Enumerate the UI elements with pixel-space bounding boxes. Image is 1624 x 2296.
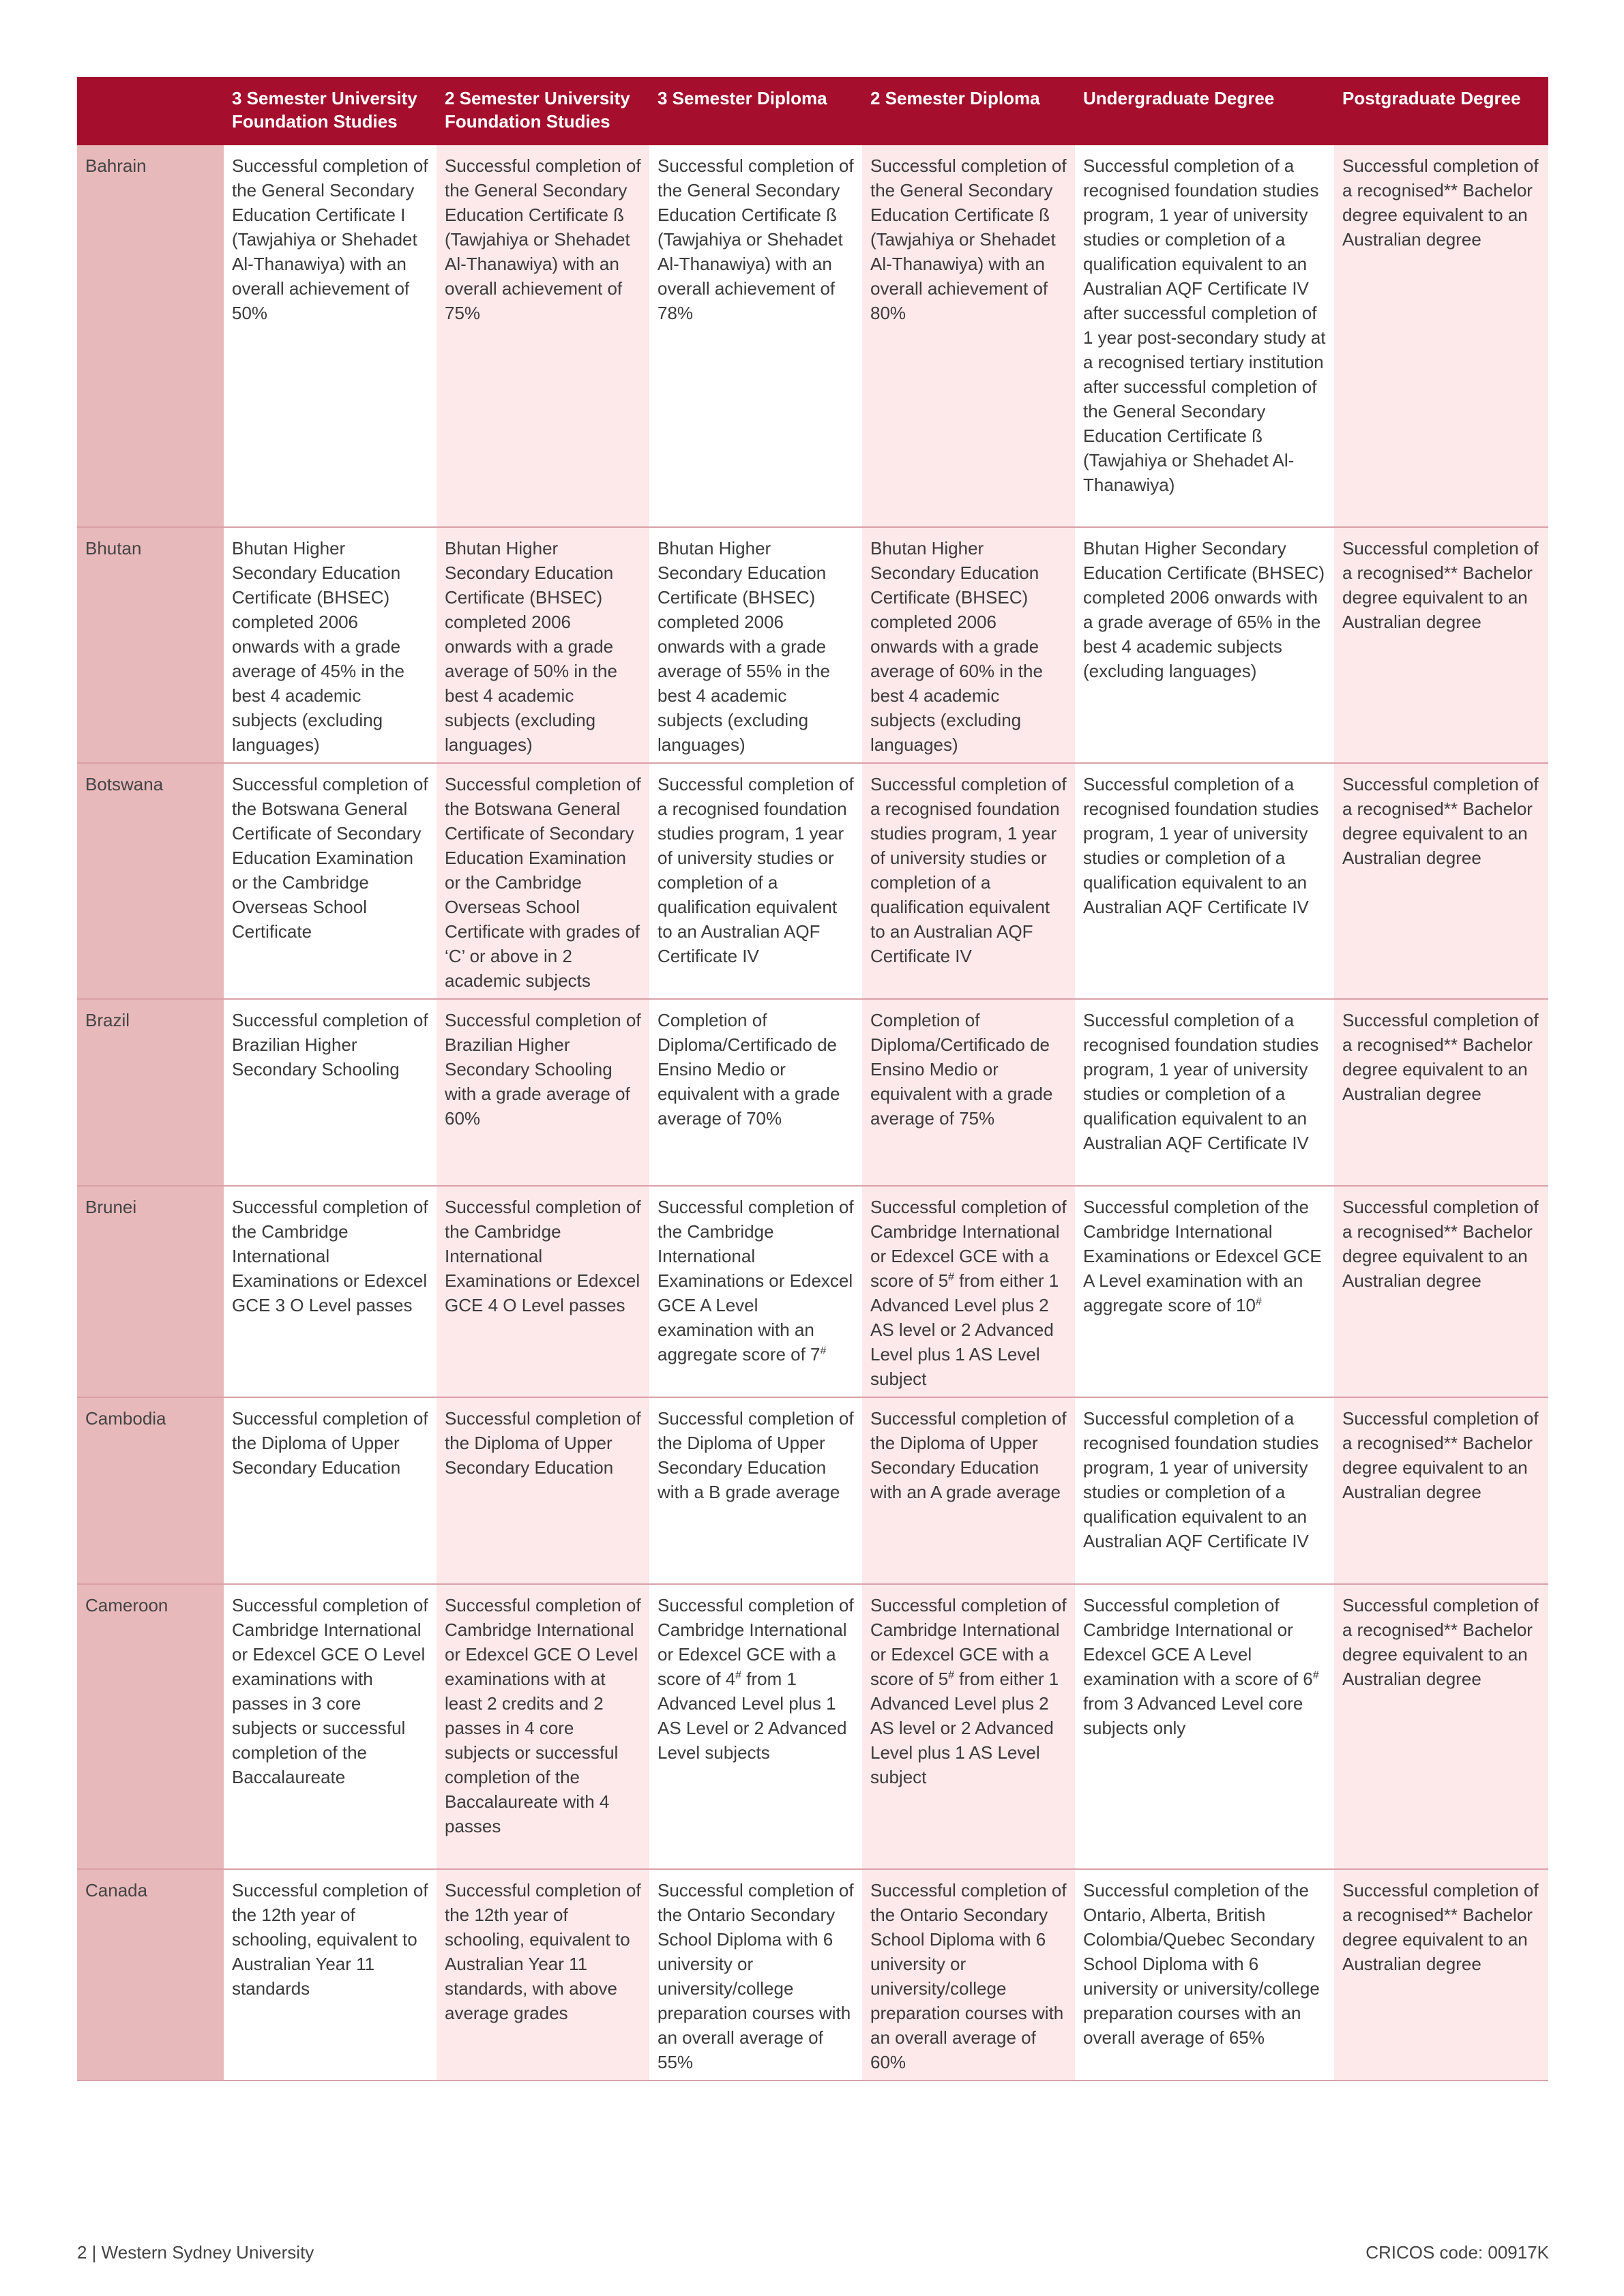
- footnote-marker: #: [820, 1345, 827, 1357]
- footnote-marker: #: [735, 1669, 742, 1682]
- country-cell: Brunei: [77, 1186, 224, 1397]
- country-cell: Botswana: [77, 763, 224, 999]
- cell-undergraduate-degree: Successful completion of a recognised foundation studies program, 1 year of university studies or completion of a qualification equivalent to an Australian AQF Certificate IV: [1075, 763, 1334, 999]
- country-cell: Cambodia: [77, 1397, 224, 1584]
- cell-2-semester-diploma: Successful completion of the Diploma of Upper Secondary Education with an A grade average: [862, 1397, 1075, 1584]
- cell-postgraduate-degree: Successful completion of a recognised** Bachelor degree equivalent to an Australian degree: [1334, 1186, 1548, 1397]
- cell-postgraduate-degree: Successful completion of a recognised** Bachelor degree equivalent to an Australian degree: [1334, 527, 1548, 763]
- cell-3-semester-diploma: Successful completion of the General Secondary Education Certificate ß (Tawjahiya or Shehadet Al-Thanawiya) with an overall achievement of 78%: [649, 145, 862, 527]
- footer-page-label: 2 | Western Sydney University: [77, 2242, 314, 2263]
- cell-undergraduate-degree: Successful completion of the Ontario, Alberta, British Colombia/Quebec Secondary School Diploma with 6 university or university/college preparation courses with an overall average of 65%: [1075, 1869, 1334, 2081]
- cell-3-semester-foundation: Successful completion of the 12th year of schooling, equivalent to Australian Year 11 standards: [224, 1869, 437, 2081]
- table-row: [77, 999, 1548, 1186]
- footnote-marker: #: [1255, 1296, 1262, 1308]
- cell-2-semester-foundation: Successful completion of Brazilian Higher Secondary Schooling with a grade average of 60%: [437, 999, 649, 1186]
- header-3-semester-diploma: 3 Semester Diploma: [649, 77, 862, 145]
- country-cell: Bhutan: [77, 527, 224, 763]
- footnote-marker: #: [948, 1669, 955, 1682]
- country-cell: Canada: [77, 1869, 224, 2081]
- cell-undergraduate-degree: Successful completion of a recognised foundation studies program, 1 year of university studies or completion of a qualification equivalent to an Australian AQF Certificate IV after successful completion of 1 year post-secondary study at a recognised tertiary institution after successful completion of the General Secondary Education Certificate ß (Tawjahiya or Shehadet Al-Thanawiya): [1075, 145, 1334, 527]
- cell-undergraduate-degree: Bhutan Higher Secondary Education Certificate (BHSEC) completed 2006 onwards with a grade average of 65% in the best 4 academic subjects (excluding languages): [1075, 527, 1334, 763]
- country-cell: Brazil: [77, 999, 224, 1186]
- header-3-semester-foundation: 3 Semester University Foundation Studies: [224, 77, 437, 145]
- cell-2-semester-foundation: Successful completion of the Diploma of Upper Secondary Education: [437, 1397, 649, 1584]
- footnote-marker: #: [948, 1271, 955, 1283]
- header-postgraduate-degree: Postgraduate Degree: [1334, 77, 1548, 145]
- cell-3-semester-foundation: Successful completion of the Diploma of Upper Secondary Education: [224, 1397, 437, 1584]
- cell-3-semester-diploma: Successful completion of a recognised foundation studies program, 1 year of university studies or completion of a qualification equivalent to an Australian AQF Certificate IV: [649, 763, 862, 999]
- cell-3-semester-foundation: Successful completion of the General Secondary Education Certificate I (Tawjahiya or Shehadet Al-Thanawiya) with an overall achievement of 50%: [224, 145, 437, 527]
- country-cell: Bahrain: [77, 145, 224, 527]
- cell-2-semester-diploma: Successful completion of Cambridge International or Edexcel GCE with a score of 5# from either 1 Advanced Level plus 2 AS level or 2 Advanced Level plus 1 AS Level subject: [862, 1584, 1075, 1869]
- table-row: [77, 527, 1548, 763]
- cell-3-semester-diploma: Completion of Diploma/Certificado de Ensino Medio or equivalent with a grade average of 70%: [649, 999, 862, 1186]
- table-row: [77, 763, 1548, 999]
- cell-2-semester-diploma: Successful completion of the Ontario Secondary School Diploma with 6 university or university/college preparation courses with an overall average of 60%: [862, 1869, 1075, 2081]
- cell-undergraduate-degree: Successful completion of a recognised foundation studies program, 1 year of university studies or completion of a qualification equivalent to an Australian AQF Certificate IV: [1075, 1397, 1334, 1584]
- cell-3-semester-foundation: Successful completion of Brazilian Higher Secondary Schooling: [224, 999, 437, 1186]
- cell-3-semester-diploma: Successful completion of Cambridge International or Edexcel GCE with a score of 4# from 1 Advanced Level plus 1 AS Level or 2 Advanced Level subjects: [649, 1584, 862, 1869]
- cell-3-semester-diploma: Bhutan Higher Secondary Education Certificate (BHSEC) completed 2006 onwards with a grade average of 55% in the best 4 academic subjects (excluding languages): [649, 527, 862, 763]
- cell-3-semester-diploma: Successful completion of the Ontario Secondary School Diploma with 6 university or university/college preparation courses with an overall average of 55%: [649, 1869, 862, 2081]
- cell-2-semester-diploma: Successful completion of Cambridge International or Edexcel GCE with a score of 5# from either 1 Advanced Level plus 2 AS level or 2 Advanced Level plus 1 AS Level subject: [862, 1186, 1075, 1397]
- cell-undergraduate-degree: Successful completion of Cambridge International or Edexcel GCE A Level examination with a score of 6# from 3 Advanced Level core subjects only: [1075, 1584, 1334, 1869]
- table-row: [77, 1869, 1548, 2081]
- cell-3-semester-foundation: Bhutan Higher Secondary Education Certificate (BHSEC) completed 2006 onwards with a grade average of 45% in the best 4 academic subjects (excluding languages): [224, 527, 437, 763]
- cell-postgraduate-degree: Successful completion of a recognised** Bachelor degree equivalent to an Australian degree: [1334, 1869, 1548, 2081]
- cell-3-semester-foundation: Successful completion of Cambridge International or Edexcel GCE O Level examinations with passes in 3 core subjects or successful completion of the Baccalaureate: [224, 1584, 437, 1869]
- cell-2-semester-diploma: Successful completion of the General Secondary Education Certificate ß (Tawjahiya or Shehadet Al-Thanawiya) with an overall achievement of 80%: [862, 145, 1075, 527]
- table-row: [77, 1584, 1548, 1869]
- cell-postgraduate-degree: Successful completion of a recognised** Bachelor degree equivalent to an Australian degree: [1334, 145, 1548, 527]
- cell-3-semester-diploma: Successful completion of the Diploma of Upper Secondary Education with a B grade average: [649, 1397, 862, 1584]
- cell-2-semester-foundation: Successful completion of the 12th year of schooling, equivalent to Australian Year 11 standards, with above average grades: [437, 1869, 649, 2081]
- header-2-semester-foundation: 2 Semester University Foundation Studies: [437, 77, 649, 145]
- header-undergraduate-degree: Undergraduate Degree: [1075, 77, 1334, 145]
- cell-undergraduate-degree: Successful completion of the Cambridge International Examinations or Edexcel GCE A Level examination with an aggregate score of 10#: [1075, 1186, 1334, 1397]
- country-cell: Cameroon: [77, 1584, 224, 1869]
- header-country: [77, 77, 224, 145]
- table-row: [77, 145, 1548, 527]
- cell-2-semester-foundation: Successful completion of the General Secondary Education Certificate ß (Tawjahiya or Shehadet Al-Thanawiya) with an overall achievement of 75%: [437, 145, 649, 527]
- table-body: [77, 145, 1548, 2081]
- footnote-marker: #: [1312, 1669, 1319, 1682]
- header-2-semester-diploma: 2 Semester Diploma: [862, 77, 1075, 145]
- cell-3-semester-foundation: Successful completion of the Cambridge International Examinations or Edexcel GCE 3 O Level passes: [224, 1186, 437, 1397]
- cell-2-semester-diploma: Completion of Diploma/Certificado de Ensino Medio or equivalent with a grade average of 75%: [862, 999, 1075, 1186]
- table-header: [77, 77, 1548, 145]
- cell-2-semester-foundation: Bhutan Higher Secondary Education Certificate (BHSEC) completed 2006 onwards with a grade average of 50% in the best 4 academic subjects (excluding languages): [437, 527, 649, 763]
- cell-postgraduate-degree: Successful completion of a recognised** Bachelor degree equivalent to an Australian degree: [1334, 1584, 1548, 1869]
- cell-postgraduate-degree: Successful completion of a recognised** Bachelor degree equivalent to an Australian degree: [1334, 1397, 1548, 1584]
- cell-2-semester-diploma: Successful completion of a recognised foundation studies program, 1 year of university studies or completion of a qualification equivalent to an Australian AQF Certificate IV: [862, 763, 1075, 999]
- cell-3-semester-foundation: Successful completion of the Botswana General Certificate of Secondary Education Examination or the Cambridge Overseas School Certificate: [224, 763, 437, 999]
- cell-2-semester-foundation: Successful completion of the Cambridge International Examinations or Edexcel GCE 4 O Level passes: [437, 1186, 649, 1397]
- cell-3-semester-diploma: Successful completion of the Cambridge International Examinations or Edexcel GCE A Level examination with an aggregate score of 7#: [649, 1186, 862, 1397]
- table-row: [77, 1397, 1548, 1584]
- cell-2-semester-foundation: Successful completion of Cambridge International or Edexcel GCE O Level examinations with at least 2 credits and 2 passes in 4 core subjects or successful completion of the Baccalaureate with 4 passes: [437, 1584, 649, 1869]
- entry-requirements-page: [77, 77, 1548, 2081]
- cell-2-semester-foundation: Successful completion of the Botswana General Certificate of Secondary Education Examination or the Cambridge Overseas School Certificate with grades of ‘C’ or above in 2 academic subjects: [437, 763, 649, 999]
- footer-cricos-code: CRICOS code: 00917K: [1365, 2242, 1549, 2263]
- cell-2-semester-diploma: Bhutan Higher Secondary Education Certificate (BHSEC) completed 2006 onwards with a grade average of 60% in the best 4 academic subjects (excluding languages): [862, 527, 1075, 763]
- cell-postgraduate-degree: Successful completion of a recognised** Bachelor degree equivalent to an Australian degree: [1334, 999, 1548, 1186]
- cell-postgraduate-degree: Successful completion of a recognised** Bachelor degree equivalent to an Australian degree: [1334, 763, 1548, 999]
- entry-requirements-table: [77, 77, 1548, 2081]
- header-row: [77, 77, 1548, 145]
- cell-undergraduate-degree: Successful completion of a recognised foundation studies program, 1 year of university studies or completion of a qualification equivalent to an Australian AQF Certificate IV: [1075, 999, 1334, 1186]
- table-row: [77, 1186, 1548, 1397]
